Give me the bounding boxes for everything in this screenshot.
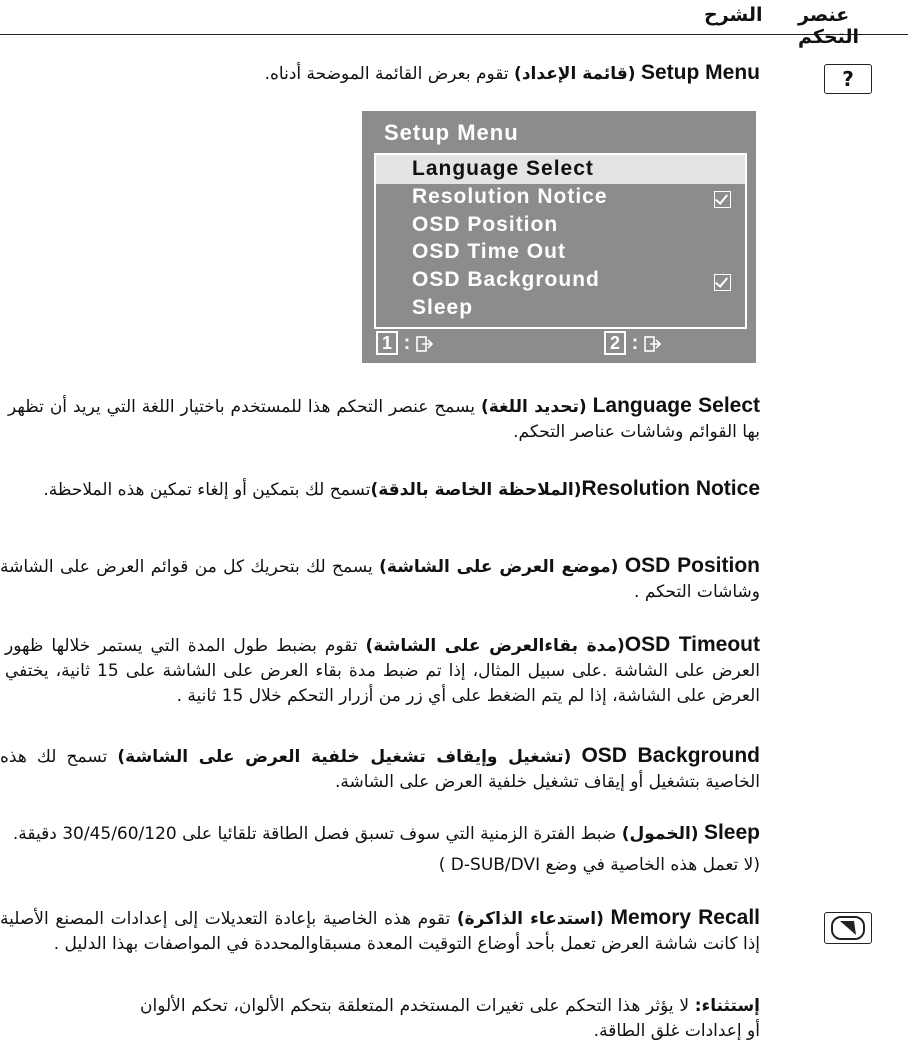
separator: : [403,332,411,354]
osd-item[interactable]: OSD Background [412,268,600,291]
entry-title-en: Language Select [592,394,760,417]
osd-item[interactable]: OSD Time Out [412,240,566,263]
entry-osd-background [0,743,760,795]
exception-body: لا يؤثر هذا التحكم على تغيرات المستخدم المتعلقة بتحكم الألوان، تحكم الألوان أو إعدادات غلق الطاقة. [140,996,760,1041]
osd-items-box [374,153,747,329]
osd-item-label: Language Select [412,157,594,180]
intro-body: تقوم بعرض القائمة الموضحة أدناه. [264,64,515,84]
entry-title-en: Resolution Notice [581,477,760,500]
entry-body: تسمح لك بتمكين أو إلغاء تمكين هذه الملاحظة. [43,480,371,500]
entry-title-ar: (تحديد اللغة) [480,397,587,417]
exception-label: إستثناء: [694,996,760,1016]
checkbox-icon [714,191,731,208]
exit-icon [644,335,662,353]
osd-item-selected[interactable] [376,155,745,184]
entry-resolution-notice [8,476,760,503]
osd-footer-left [376,331,434,355]
entry-body: تقوم بضبط طول المدة التي يستمر خلالها ظهور العرض على الشاشة .على سبيل المثال، إذا تم ضبط مدة بقاء العرض على الشاشة على 15 ثانية، يختفي العرض على الشاشة، إذا لم يتم الضغط على أي زر من أزرار التحكم خلال 15 ثانية . [5,636,760,706]
entry-title-en: OSD Background [581,744,761,767]
entry-title-ar: (الملاحظة الخاصة بالدقة) [370,480,582,500]
osd-title: Setup Menu [384,120,519,145]
entry-body: تسمح لك هذه الخاصية بتشغيل أو إيقاف تشغيل خلفية العرض على الشاشة. [0,747,760,792]
header-explanation: الشرح [704,4,763,26]
entry-body: تقوم هذه الخاصية بإعادة التعديلات إلى إعدادات المصنع الأصلية إذا كانت شاشة العرض تعمل بأحد أوضاع التوقيت المعدة مسبقاوالمحددة في المواصفات بهذا الدليل . [0,909,760,954]
entry-osd-timeout [5,632,760,709]
memory-recall-icon [824,912,872,944]
entry-body: يسمح لك بتحريك كل من قوائم العرض على الشاشة وشاشات التحكم . [0,557,760,602]
entry-title-ar: (تشغيل وإيقاف تشغيل خلفية العرض على الشاشة) [117,747,572,767]
entry-title-en: OSD Position [624,554,760,577]
help-icon: ? [824,64,872,94]
button-2-label: 2 [604,331,626,355]
intro-text [200,60,760,87]
entry-title-en: Memory Recall [610,906,761,929]
entry-body: يسمح عنصر التحكم هذا للمستخدم باختيار اللغة التي يريد أن تظهر بها القوائم وشاشات عناصر التحكم. [8,397,760,442]
exception-note [140,994,760,1044]
exit-icon [416,335,434,353]
entry-title-ar: (مدة بقاءالعرض على الشاشة) [365,636,625,656]
osd-item[interactable]: Sleep [412,296,474,319]
table-header [0,0,908,48]
button-1-label: 1 [376,331,398,355]
entry-sleep [0,820,760,878]
checkbox-icon [714,274,731,291]
osd-item[interactable]: Resolution Notice [412,185,608,208]
separator: : [631,332,639,354]
entry-title-en: OSD Timeout [624,633,761,656]
entry-language-select [8,393,760,445]
entry-title-en: Sleep [703,821,760,844]
osd-setup-menu [362,111,756,363]
entry-body: ضبط الفترة الزمنية التي سوف تسبق فصل الطاقة تلقائيا على 30/45/60/120 دقيقة. [12,824,622,844]
intro-ar: (قائمة الإعداد) [514,64,636,84]
entry-title-ar: (استدعاء الذاكرة) [456,909,604,929]
osd-footer-right [604,331,662,355]
intro-en: Setup Menu [641,61,760,84]
entry-title-ar: (الخمول) [621,824,699,844]
entry-osd-position [0,553,760,605]
osd-item[interactable]: OSD Position [412,213,559,236]
entry-title-ar: (موضع العرض على الشاشة) [379,557,619,577]
entry-note: (لا تعمل هذه الخاصية في وضع D-SUB/DVI ) [438,855,760,875]
header-control: عنصر التحكم [798,4,860,48]
entry-memory-recall [0,905,760,957]
